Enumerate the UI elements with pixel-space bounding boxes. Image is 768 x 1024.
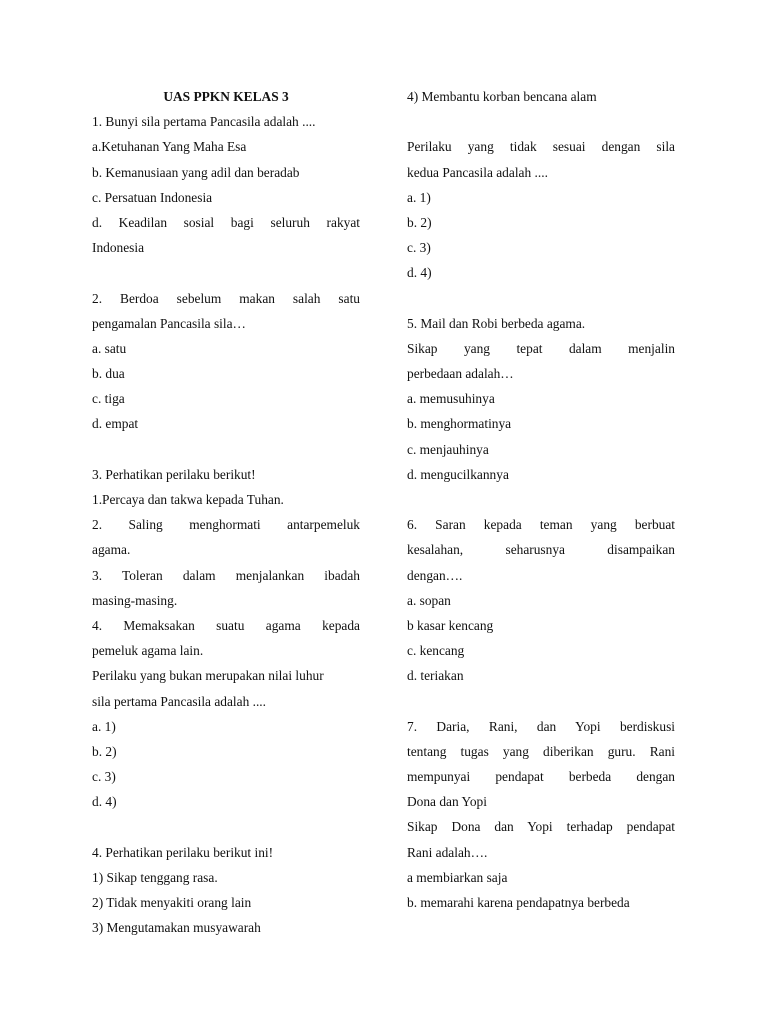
question-5-option-b: b. menghormatinya [407, 416, 512, 432]
document-title: UAS PPKN KELAS 3 [163, 89, 289, 104]
question-6-stem-cont: kesalahan, seharusnya disampaikan [407, 542, 675, 558]
question-2-stem: 2. Berdoa sebelum makan salah satu [92, 290, 360, 306]
question-5-option-d: d. mengucilkannya [407, 466, 509, 482]
question-2-option-a: a. satu [92, 340, 127, 356]
question-5-stem: 5. Mail dan Robi berbeda agama. [407, 315, 586, 331]
question-3-option-d: d. 4) [92, 794, 117, 810]
question-7-stem: 7. Daria, Rani, dan Yopi berdiskusi [407, 718, 675, 734]
question-4-option-c: c. 3) [407, 240, 431, 256]
question-1-option-d: d. Keadilan sosial bagi seluruh rakyat [92, 214, 360, 230]
spacer [92, 814, 360, 839]
question-1-stem: 1. Bunyi sila pertama Pancasila adalah .... [92, 114, 316, 130]
spacer [407, 487, 675, 512]
question-3-item-2-cont: agama. [92, 542, 131, 558]
question-7-prompt: Sikap Dona dan Yopi terhadap pendapat [407, 819, 675, 835]
question-7-option-b: b. memarahi karena pendapatnya berbeda [407, 895, 630, 910]
question-1-option-b: b. Kemanusiaan yang adil dan beradab [92, 164, 300, 180]
question-6-stem: 6. Saran kepada teman yang berbuat [407, 517, 675, 533]
question-4-item-3: 3) Mengutamakan musyawarah [92, 920, 261, 936]
question-3-item-1: 1.Percaya dan takwa kepada Tuhan. [92, 492, 284, 507]
spacer [407, 286, 675, 311]
question-3-option-a: a. 1) [92, 718, 116, 734]
question-4-option-b: b. 2) [407, 214, 432, 230]
question-7-stem-cont-2: mempunyai pendapat berbeda dengan [407, 769, 675, 785]
question-6-option-a: a. sopan [407, 592, 451, 608]
question-2-option-c: c. tiga [92, 391, 125, 407]
question-5-prompt-cont: perbedaan adalah… [407, 366, 514, 382]
question-7-stem-end: Dona dan Yopi [407, 794, 487, 810]
spacer [407, 109, 675, 134]
question-3-prompt-cont: sila pertama Pancasila adalah .... [92, 693, 267, 709]
question-1-option-d-cont: Indonesia [92, 240, 145, 256]
question-4-item-4: 4) Membantu korban bencana alam [407, 89, 597, 104]
question-6-option-d: d. teriakan [407, 668, 464, 684]
question-2-option-b: b. dua [92, 366, 125, 382]
question-4-stem: 4. Perhatikan perilaku berikut ini! [92, 844, 274, 860]
question-1-option-a: a.Ketuhanan Yang Maha Esa [92, 139, 247, 155]
question-3-stem: 3. Perhatikan perilaku berikut! [92, 466, 256, 482]
question-3-option-b: b. 2) [92, 743, 117, 759]
question-4-option-a: a. 1) [407, 189, 431, 205]
spacer [407, 689, 675, 714]
question-4-option-d: d. 4) [407, 265, 432, 281]
right-column [407, 84, 675, 915]
question-2-stem-cont: pengamalan Pancasila sila… [92, 315, 246, 331]
question-6-stem-end: dengan…. [407, 567, 463, 583]
question-3-item-3: 3. Toleran dalam menjalankan ibadah [92, 567, 360, 583]
question-7-option-a: a membiarkan saja [407, 869, 508, 885]
question-5-prompt: Sikap yang tepat dalam menjalin [407, 340, 675, 356]
question-5-option-a: a. memusuhinya [407, 391, 495, 407]
question-4-prompt: Perilaku yang tidak sesuai dengan sila [407, 139, 675, 155]
question-7-prompt-cont: Rani adalah…. [407, 844, 488, 860]
question-2-option-d: d. empat [92, 416, 139, 432]
question-3-item-2: 2. Saling menghormati antarpemeluk [92, 517, 360, 533]
question-3-item-3-cont: masing-masing. [92, 592, 178, 608]
question-3-item-4-cont: pemeluk agama lain. [92, 643, 204, 659]
question-3-prompt: Perilaku yang bukan merupakan nilai luhur [92, 668, 324, 684]
question-3-option-c: c. 3) [92, 769, 116, 785]
question-7-stem-cont: tentang tugas yang diberikan guru. Rani [407, 743, 675, 759]
spacer [92, 260, 360, 285]
question-1-option-c: c. Persatuan Indonesia [92, 189, 213, 205]
question-6-option-c: c. kencang [407, 643, 465, 659]
question-3-item-4: 4. Memaksakan suatu agama kepada [92, 617, 360, 633]
question-4-item-2: 2) Tidak menyakiti orang lain [92, 895, 252, 910]
question-4-prompt-cont: kedua Pancasila adalah .... [407, 164, 548, 180]
question-6-option-b: b kasar kencang [407, 617, 494, 633]
left-column [92, 84, 360, 940]
spacer [92, 437, 360, 462]
question-4-item-1: 1) Sikap tenggang rasa. [92, 869, 218, 885]
question-5-option-c: c. menjauhinya [407, 441, 489, 457]
